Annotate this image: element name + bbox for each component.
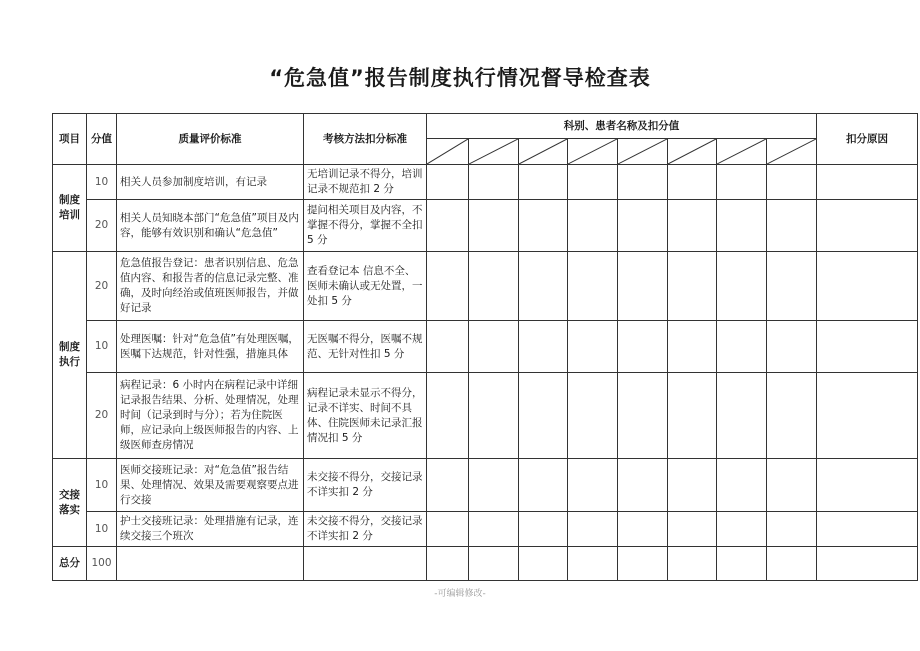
reason-cell[interactable] (817, 321, 918, 373)
score-cell[interactable] (427, 373, 469, 459)
row-score: 10 (87, 165, 117, 200)
score-cell[interactable] (568, 512, 618, 547)
score-cell[interactable] (668, 165, 717, 200)
score-cell[interactable] (469, 321, 519, 373)
reason-cell[interactable] (817, 373, 918, 459)
score-cell[interactable] (469, 459, 519, 512)
row-method: 未交接不得分，交接记录不详实扣 2 分 (304, 459, 427, 512)
inspection-table (52, 113, 918, 581)
score-cell[interactable] (469, 165, 519, 200)
score-cell[interactable] (668, 459, 717, 512)
score-cell[interactable] (427, 321, 469, 373)
score-cell[interactable] (469, 200, 519, 252)
score-cell[interactable] (568, 321, 618, 373)
score-cell[interactable] (618, 252, 668, 321)
score-cell[interactable] (717, 547, 767, 581)
score-cell[interactable] (427, 459, 469, 512)
header-standard: 质量评价标准 (117, 114, 304, 165)
total-score: 100 (87, 547, 117, 581)
score-cell[interactable] (767, 373, 817, 459)
score-cell[interactable] (427, 252, 469, 321)
diagonal-header-cell (519, 139, 568, 165)
score-cell[interactable] (469, 512, 519, 547)
score-cell[interactable] (519, 373, 568, 459)
score-cell[interactable] (767, 512, 817, 547)
diagonal-header-cell (618, 139, 668, 165)
reason-cell[interactable] (817, 200, 918, 252)
score-cell[interactable] (668, 373, 717, 459)
score-cell[interactable] (568, 547, 618, 581)
row-method (304, 547, 427, 581)
row-score: 10 (87, 321, 117, 373)
diagonal-header-cell (717, 139, 767, 165)
section-handover: 交接落实 (53, 459, 87, 547)
score-cell[interactable] (618, 321, 668, 373)
reason-cell[interactable] (817, 512, 918, 547)
score-cell[interactable] (618, 547, 668, 581)
score-cell[interactable] (618, 165, 668, 200)
score-cell[interactable] (618, 373, 668, 459)
score-cell[interactable] (668, 512, 717, 547)
score-cell[interactable] (519, 200, 568, 252)
score-cell[interactable] (519, 547, 568, 581)
row-standard: 相关人员知晓本部门“危急值”项目及内容，能够有效识别和确认“危急值” (117, 200, 304, 252)
score-cell[interactable] (717, 200, 767, 252)
row-method: 提问相关项目及内容，不掌握不得分，掌握不全扣 5 分 (304, 200, 427, 252)
score-cell[interactable] (469, 373, 519, 459)
score-cell[interactable] (717, 373, 767, 459)
score-cell[interactable] (717, 165, 767, 200)
diagonal-header-cell (469, 139, 519, 165)
score-cell[interactable] (519, 321, 568, 373)
reason-cell[interactable] (817, 459, 918, 512)
score-cell[interactable] (618, 512, 668, 547)
diagonal-header-cell (568, 139, 618, 165)
reason-cell[interactable] (817, 165, 918, 200)
row-score: 10 (87, 512, 117, 547)
score-cell[interactable] (519, 459, 568, 512)
section-training: 制度培训 (53, 165, 87, 252)
score-cell[interactable] (427, 547, 469, 581)
row-score: 20 (87, 200, 117, 252)
header-item: 项目 (53, 114, 87, 165)
score-cell[interactable] (717, 512, 767, 547)
reason-cell[interactable] (817, 252, 918, 321)
row-standard: 相关人员参加制度培训，有记录 (117, 165, 304, 200)
score-cell[interactable] (568, 252, 618, 321)
score-cell[interactable] (618, 459, 668, 512)
page-title: “危急值”报告制度执行情况督导检查表 (269, 66, 651, 90)
row-standard: 护士交接班记录：处理措施有记录，连续交接三个班次 (117, 512, 304, 547)
score-cell[interactable] (717, 459, 767, 512)
score-cell[interactable] (717, 321, 767, 373)
score-cell[interactable] (767, 321, 817, 373)
row-method: 查看登记本 信息不全、医师未确认或无处置，一处扣 5 分 (304, 252, 427, 321)
header-reason: 扣分原因 (817, 114, 918, 165)
reason-cell[interactable] (817, 547, 918, 581)
score-cell[interactable] (519, 252, 568, 321)
score-cell[interactable] (767, 547, 817, 581)
row-score: 20 (87, 373, 117, 459)
footer-note: -可编辑修改- (434, 589, 486, 599)
score-cell[interactable] (469, 547, 519, 581)
diagonal-header-cell (427, 139, 469, 165)
row-score: 20 (87, 252, 117, 321)
score-cell[interactable] (668, 200, 717, 252)
row-standard: 医师交接班记录：对“危急值”报告结果、处理情况、效果及需要观察要点进行交接 (117, 459, 304, 512)
diagonal-header-cell (767, 139, 817, 165)
score-cell[interactable] (568, 165, 618, 200)
diagonal-header-cell (668, 139, 717, 165)
score-cell[interactable] (668, 547, 717, 581)
row-method: 无医嘱不得分，医嘱不规范、无针对性扣 5 分 (304, 321, 427, 373)
score-cell[interactable] (427, 165, 469, 200)
row-method: 病程记录未显示不得分，记录不详实、时间不具体、住院医师未记录汇报情况扣 5 分 (304, 373, 427, 459)
score-cell[interactable] (519, 165, 568, 200)
row-method: 未交接不得分，交接记录不详实扣 2 分 (304, 512, 427, 547)
score-cell[interactable] (427, 200, 469, 252)
score-cell[interactable] (767, 252, 817, 321)
score-cell[interactable] (767, 200, 817, 252)
score-cell[interactable] (668, 321, 717, 373)
score-cell[interactable] (519, 512, 568, 547)
row-method: 无培训记录不得分，培训记录不规范扣 2 分 (304, 165, 427, 200)
section-execution: 制度执行 (53, 252, 87, 459)
row-standard: 处理医嘱：针对“危急值”有处理医嘱，医嘱下达规范，针对性强，措施具体 (117, 321, 304, 373)
header-score: 分值 (87, 114, 117, 165)
header-dept: 科别、患者名称及扣分值 (427, 114, 817, 139)
score-cell[interactable] (618, 200, 668, 252)
score-cell[interactable] (767, 459, 817, 512)
section-total: 总分 (53, 547, 87, 581)
row-score: 10 (87, 459, 117, 512)
row-standard: 病程记录：6 小时内在病程记录中详细记录报告结果、分析、处理情况，处理时间（记录到时与分）；若为住院医师，应记录向上级医师报告的内容、上级医师查房情况 (117, 373, 304, 459)
score-cell[interactable] (427, 512, 469, 547)
score-cell[interactable] (568, 373, 618, 459)
row-standard (117, 547, 304, 581)
score-cell[interactable] (767, 165, 817, 200)
score-cell[interactable] (568, 459, 618, 512)
score-cell[interactable] (568, 200, 618, 252)
score-cell[interactable] (469, 252, 519, 321)
header-method: 考核方法扣分标准 (304, 114, 427, 165)
score-cell[interactable] (668, 252, 717, 321)
row-standard: 危急值报告登记：患者识别信息、危急值内容、和报告者的信息记录完整、准确，及时向经治或值班医师报告，并做好记录 (117, 252, 304, 321)
score-cell[interactable] (717, 252, 767, 321)
